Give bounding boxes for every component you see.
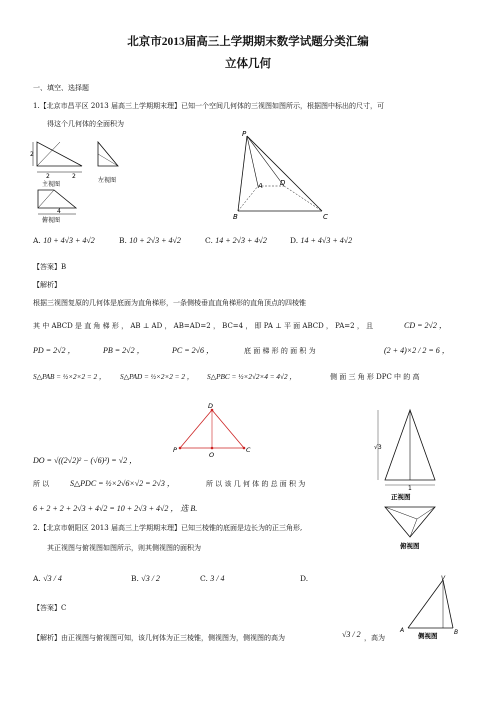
label-a: A bbox=[258, 182, 263, 190]
q1-option-d[interactable] bbox=[290, 236, 352, 245]
dim-front-right-label: 2 bbox=[72, 173, 76, 180]
q1-analysis-line3b: PB = 2√2 ， bbox=[103, 346, 145, 355]
q1-analysis-tag: 【解析】 bbox=[33, 281, 61, 289]
q2-option-a-expr: √3 / 4 bbox=[43, 574, 62, 583]
q1-option-c[interactable] bbox=[205, 236, 267, 245]
q1-analysis-line4c: S△PBC = ½×2√2×4 = 4√2 ， bbox=[207, 373, 297, 381]
q1-so-line-c: 所 以 该 几 何 体 的 总 面 积 为 bbox=[206, 480, 306, 488]
q1-option-d-letter: D. bbox=[290, 236, 299, 245]
q1-so-line-b: S△PDC = ½×2√6×√2 = 2√3 ， bbox=[70, 479, 175, 488]
q1-analysis-line2a: 其 中 ABCD 是 直 角 梯 形 ， AB ⊥ AD ， AB=AD=2 ， BC=4 ， 即 PA ⊥ 平 面 ABCD ， PA=2 ， 且 bbox=[33, 322, 374, 330]
page-title: 北京市2013届高三上学期期末数学试题分类汇编 bbox=[127, 36, 369, 48]
q1-analysis-line1: 根据三视图复原的几何体是底面为直角梯形，一条侧棱垂直直角梯形的直角顶点的四棱锥 bbox=[33, 299, 306, 307]
q1-analysis-line3c: PC = 2√6 ， bbox=[172, 346, 215, 355]
q2-front-view bbox=[378, 410, 435, 485]
q2-option-d-letter: D. bbox=[300, 574, 309, 583]
q2-analysis-fraction: √3 / 2 bbox=[342, 630, 361, 639]
left-view-label: 左视图 bbox=[98, 177, 117, 184]
q2-option-d[interactable] bbox=[300, 574, 308, 583]
tri-label-d: D bbox=[208, 402, 214, 410]
q2-option-b-expr: √3 / 2 bbox=[141, 574, 160, 583]
label-p: P bbox=[242, 130, 247, 138]
triangle-dpc-figure bbox=[170, 400, 260, 460]
label-d: D bbox=[280, 179, 286, 187]
q1-analysis-line3d: 底 面 梯 形 的 面 积 为 bbox=[244, 347, 316, 355]
q1-option-a[interactable] bbox=[33, 236, 95, 245]
q2-option-b-letter: B. bbox=[131, 574, 139, 583]
left-view bbox=[98, 142, 118, 166]
q2-top-view-label: 俯视图 bbox=[400, 542, 420, 550]
dim-height-label: 2 bbox=[30, 151, 34, 158]
front-view bbox=[33, 142, 82, 172]
three-view-figure bbox=[30, 136, 140, 236]
q1-stem-line1: 1.【北京市昌平区 2013 届高三上学期期末理】已知一个空间几何体的三视图如图所示，根据图中标出的尺寸，可 bbox=[33, 102, 384, 110]
label-c: C bbox=[323, 213, 328, 221]
dim-front-left-label: 2 bbox=[46, 173, 50, 180]
tri-label-p: P bbox=[173, 446, 177, 454]
q2-views-figure bbox=[370, 405, 460, 555]
q2-stem-line1: 2.【北京市朝阳区 2013 届高三上学期期末理】已知三棱锥的底面是边长为的正三角形, bbox=[33, 524, 303, 532]
section-heading: 一、填空、选择题 bbox=[33, 84, 89, 92]
q2-label-v: V bbox=[441, 575, 446, 582]
q2-top-view bbox=[385, 507, 435, 537]
q2-answer: 【答案】C bbox=[33, 604, 67, 612]
q1-stem-line2: 得这个几何体的全面积为 bbox=[47, 120, 124, 128]
q2-option-c[interactable] bbox=[200, 574, 224, 583]
q1-analysis-line4b: S△PAD = ½×2×2 = 2 ， bbox=[120, 373, 194, 381]
page-subtitle: 立体几何 bbox=[225, 58, 271, 70]
q1-option-a-expr: 10 + 4√3 + 4√2 bbox=[43, 236, 95, 245]
front-view-label: 主视图 bbox=[42, 181, 61, 188]
q2-label-a: A bbox=[400, 627, 405, 634]
q1-total-line: 6 + 2 + 2 + 2√3 + 4√2 = 10 + 2√3 + 4√2 ， 选 B. bbox=[33, 504, 198, 513]
q1-analysis-line3a: PD = 2√2 ， bbox=[33, 346, 76, 355]
q1-option-c-expr: 14 + 2√3 + 4√2 bbox=[215, 236, 267, 245]
pyramid-figure bbox=[226, 126, 346, 222]
q2-stem-line2: 其正视图与俯视图如图所示，则其侧视图的面积为 bbox=[47, 544, 201, 552]
q2-side-view-figure bbox=[398, 572, 468, 642]
q1-option-a-letter: A. bbox=[33, 236, 41, 245]
q1-option-b[interactable] bbox=[119, 236, 181, 245]
q2-option-a-letter: A. bbox=[33, 574, 41, 583]
top-view-label: 俯视图 bbox=[42, 217, 61, 224]
q2-option-c-letter: C. bbox=[200, 574, 208, 583]
q2-analysis: 【解析】由正视图与俯视图可知，该几何体为正三棱锥，侧视图为，侧视图的高为 bbox=[33, 634, 285, 642]
label-b: B bbox=[233, 213, 238, 221]
q1-option-b-expr: 10 + 2√3 + 4√2 bbox=[129, 236, 181, 245]
q2-analysis-tail: ，高为 bbox=[364, 634, 385, 642]
q2-dim-1-label: 1 bbox=[408, 485, 412, 492]
q1-analysis-line4d: 侧 面 三 角 形 DPC 中 的 高 bbox=[330, 373, 420, 381]
tri-label-o: O bbox=[209, 451, 215, 459]
q1-option-d-expr: 14 + 4√3 + 4√2 bbox=[300, 236, 353, 245]
q2-front-view-label: 正视图 bbox=[391, 493, 411, 501]
q2-option-b[interactable] bbox=[131, 574, 160, 583]
q2-option-a[interactable] bbox=[33, 574, 62, 583]
q2-option-c-expr: 3 / 4 bbox=[210, 574, 225, 583]
q1-answer: 【答案】B bbox=[33, 263, 67, 271]
q1-analysis-line2b: CD = 2√2 ， bbox=[404, 321, 447, 330]
dim-top-label: 4 bbox=[57, 208, 61, 215]
q1-option-c-letter: C. bbox=[205, 236, 213, 245]
q1-analysis-line3e: (2 + 4)×2 / 2 = 6 ， bbox=[384, 346, 450, 355]
tri-label-c: C bbox=[246, 446, 251, 454]
q2-side-view-label: 侧视图 bbox=[418, 632, 438, 640]
q1-so-line-a: 所 以 bbox=[33, 480, 50, 488]
q1-do-line: DO = √((2√2)² − (√6)²) = √2 ， bbox=[33, 456, 138, 465]
q2-root3-label: √3 bbox=[374, 444, 382, 451]
q2-label-b: B bbox=[454, 629, 459, 636]
q1-option-b-letter: B. bbox=[119, 236, 127, 245]
q1-analysis-line4a: S△PAB = ½×2×2 = 2 ， bbox=[33, 373, 107, 381]
